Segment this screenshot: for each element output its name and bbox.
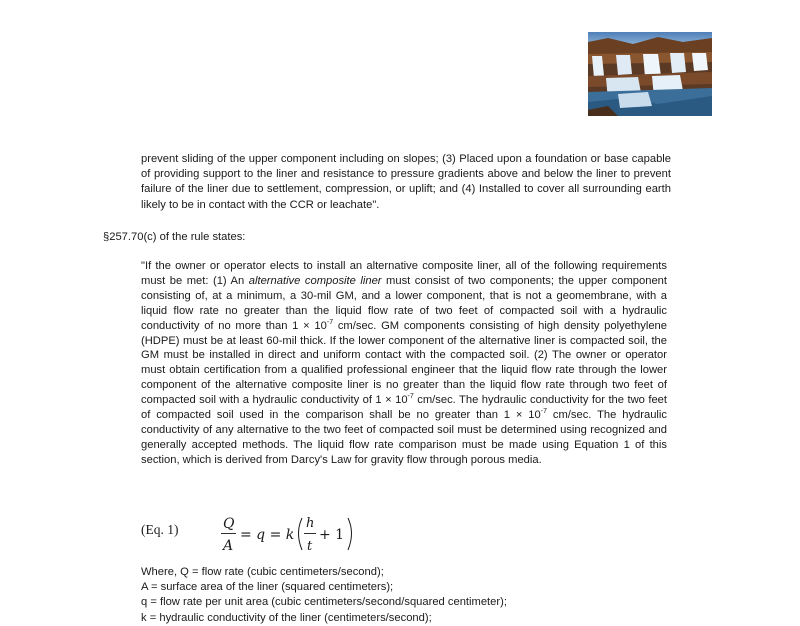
eq-numerator-Q: Q xyxy=(223,516,235,532)
waterfall-image xyxy=(588,32,712,116)
equation-label: (Eq. 1) xyxy=(141,522,179,537)
quote-part-1: "If the owner or operator elects to install an alternative composite liner, all of the following requirements must be met: (1) An xyxy=(141,260,667,287)
quote-exponent-3: -7 xyxy=(540,408,547,416)
definition-line: Where, Q = flow rate (cubic centimeters/second); xyxy=(141,566,384,578)
quote-exponent-2: -7 xyxy=(407,393,414,401)
definition-line: A = surface area of the liner (squared centimeters); xyxy=(141,581,394,594)
rule-citation: §257.70(c) of the rule states: xyxy=(103,231,246,243)
definitions-list xyxy=(141,565,507,626)
eq-denominator-t: t xyxy=(307,539,313,554)
quote-part-2: must consist of two components; the upper component consisting of, at a minimum, a 30-mil GM, and a lower component, that is not a geomembrane, with a liquid flow rate no greater than the liquid flow rate of two feet of compacted soil with a hydraulic conductivity of no more than 1 × 10 xyxy=(141,274,667,332)
eq-q-k: = q = k xyxy=(240,527,295,543)
eq-denominator-A: A xyxy=(223,538,234,554)
rule-quote xyxy=(141,259,667,468)
definition-line: k = hydraulic conductivity of the liner (centimeters/second); xyxy=(141,611,432,624)
eq-plus-one: + 1 xyxy=(319,527,345,543)
quote-exponent-1: -7 xyxy=(326,318,334,326)
definition-line: q = flow rate per unit area (cubic centimeters/second/squared centimeter); xyxy=(141,596,507,609)
eq-numerator-h: h xyxy=(306,516,315,531)
quote-term: alternative composite liner xyxy=(248,274,382,287)
quote-part-5: cm/sec. The hydraulic conductivity of any alternative to the two feet of compacted soil must be determined using recognized and generally accepted methods. The liquid flow rate comparison must be made using Equation 1 of this section, which is derived from Darcy's Law for gravity flow through porous media. xyxy=(141,409,667,466)
eq-right-paren xyxy=(348,518,352,550)
quote-part-3: cm/sec. GM components consisting of high density polyethylene (HDPE) must be at least 60-mil thick. If the lower component of the alternative liner is compacted soil, the GM must be installed in direct and uniform contact with the compacted soil. (2) The owner or operator must obtain certification from a qualified professional engineer that the liquid flow rate through the lower component of the alternative composite liner is no greater than the liquid flow rate through two feet of compacted soil with a hydraulic conductivity of 1 × 10 xyxy=(141,319,667,407)
waterfall-photo xyxy=(588,32,712,116)
quote-part-4: cm/sec. The hydraulic conductivity for the two feet of compacted soil used in the comparison shall be no greater than 1 × 10 xyxy=(141,394,667,422)
paragraph-liner-requirements: prevent sliding of the upper component including on slopes; (3) Placed upon a foundation or base capable of providing support to the liner and resistance to pressure gradients above and below the liner to prevent failure of the liner due to settlement, compression, or uplift; and (4) Installed to cover all surrounding earth likely to be in contact with the CCR or leachate". xyxy=(141,153,671,211)
equation-1 xyxy=(220,514,370,560)
eq-left-paren xyxy=(299,518,303,550)
